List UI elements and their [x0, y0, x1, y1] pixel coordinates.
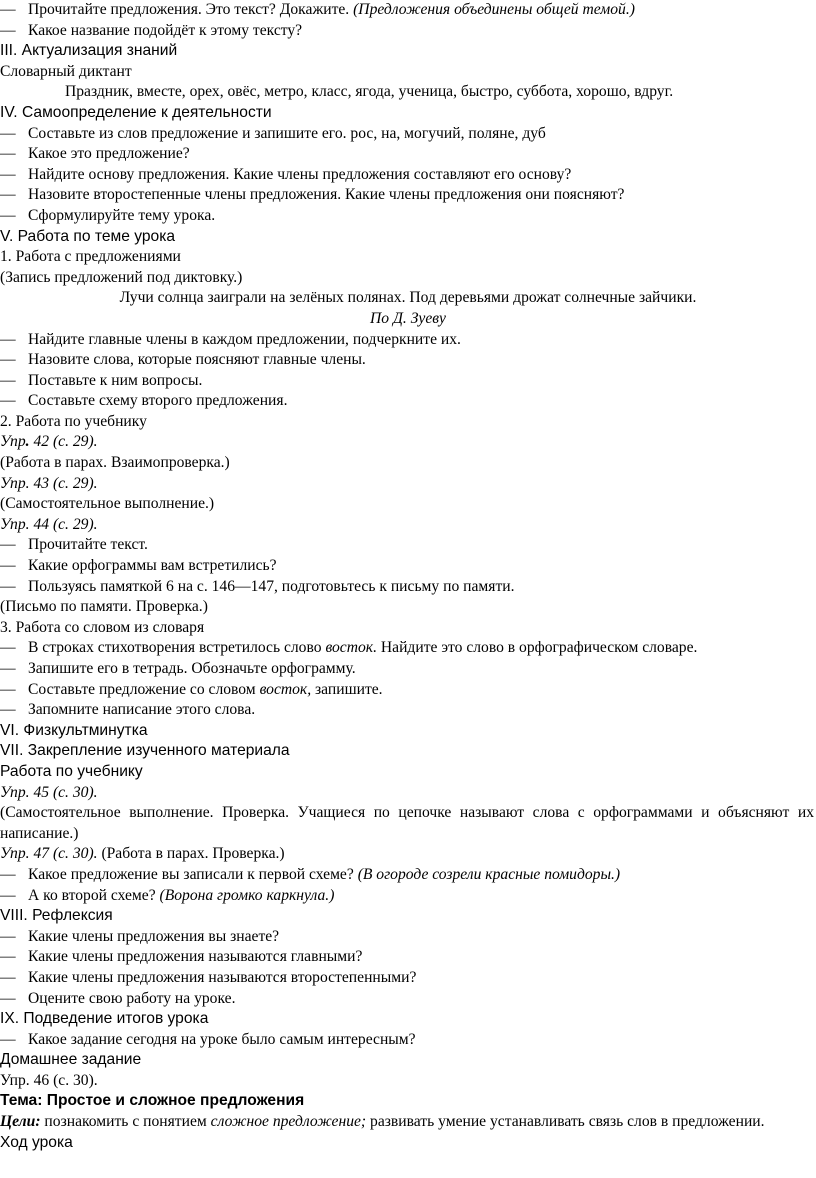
goals-text: развивать умение устанавливать связь слов в предложении.: [366, 1113, 765, 1131]
paragraph: (Самостоятельное выполнение. Проверка. Учащиеся по цепочке называют слова с орфограммами и объясняют их написание.): [0, 804, 814, 842]
section-heading: VIII. Рефлексия: [0, 907, 113, 925]
exercise-ref: Упр. 44 (с. 29).: [0, 515, 98, 533]
subsection-heading: 3. Работа со словом из словаря: [0, 618, 205, 636]
section-heading: Ход урока: [0, 1133, 73, 1151]
section-heading: V. Работа по теме урока: [0, 227, 176, 245]
task-text: запишите.: [311, 680, 383, 698]
task-line: [0, 638, 816, 659]
keyword: восток.: [325, 639, 377, 657]
section-heading: Домашнее задание: [0, 1051, 142, 1069]
paragraph: (Письмо по памяти. Проверка.): [0, 598, 208, 616]
exercise-ref-part: .: [25, 433, 30, 451]
section-heading: VI. Физкультминутка: [0, 721, 148, 739]
section-heading: Работа по учебнику: [0, 762, 143, 780]
subsection-heading: 2. Работа по учебнику: [0, 412, 147, 430]
section-heading: III. Актуализация знаний: [0, 42, 178, 60]
task-line: — Составьте из слов предложение и запишите его. рос, на, могучий, поляне, дуб: [0, 124, 816, 145]
task-line: — Назовите слова, которые поясняют главные члены.: [0, 350, 816, 371]
task-line: — Запишите его в тетрадь. Обозначьте орфограмму.: [0, 659, 816, 680]
task-line: — Какое это предложение?: [0, 144, 816, 165]
task-text: А ко второй схеме?: [28, 886, 160, 904]
paragraph: Упр. 46 (с. 30).: [0, 1071, 98, 1089]
task-line: — Найдите основу предложения. Какие члены предложения составляют его основу?: [0, 165, 816, 186]
answer-text: (Предложения объединены общей темой.): [353, 1, 635, 18]
paragraph-text: (Работа в парах. Проверка.): [97, 845, 285, 863]
dictation-words: Праздник, вместе, орех, овёс, метро, класс, ягода, ученица, быстро, суббота, хорошо, вдруг.: [65, 83, 674, 101]
lesson-topic: Тема: Простое и сложное предложения: [0, 1092, 305, 1110]
task-text: Какое предложение вы записали к первой схеме?: [28, 865, 358, 883]
subsection-heading: 1. Работа с предложениями: [0, 248, 181, 266]
task-line: — Запомните написание этого слова.: [0, 700, 816, 721]
task-line: [0, 680, 816, 701]
task-line: — Какие члены предложения называются второстепенными?: [0, 968, 816, 989]
lesson-goals: [0, 1112, 816, 1133]
paragraph: (Самостоятельное выполнение.): [0, 495, 215, 513]
exercise-line: [0, 844, 816, 865]
task-line: — Прочитайте текст.: [0, 535, 816, 556]
task-line: — Оцените свою работу на уроке.: [0, 989, 816, 1010]
exercise-ref: [0, 432, 816, 453]
task-line: — Назовите второстепенные члены предложения. Какие члены предложения они поясняют?: [0, 185, 816, 206]
task-text: В строках стихотворения встретилось слово: [28, 639, 326, 657]
task-line: [0, 0, 816, 21]
task-line: — Какие члены предложения называются главными?: [0, 947, 816, 968]
quote-author: По Д. Зуеву: [370, 309, 446, 327]
dictation-text: Лучи солнца заиграли на зелёных полянах. Под деревьями дрожат солнечные зайчики.: [119, 289, 697, 307]
task-text: Прочитайте предложения. Это текст? Докажите.: [28, 1, 350, 18]
task-line: — Пользуясь памяткой 6 на с. 146—147, подготовьтесь к письму по памяти.: [0, 577, 816, 598]
task-line: — Поставьте к ним вопросы.: [0, 371, 816, 392]
task-line: — Какие члены предложения вы знаете?: [0, 927, 816, 948]
paragraph: (Запись предложений под диктовку.): [0, 268, 243, 286]
goals-text: познакомить с понятием: [40, 1113, 211, 1131]
task-line: — Какие орфограммы вам встретились?: [0, 556, 816, 577]
exercise-ref-part: Упр: [0, 433, 26, 451]
goals-label: Цели:: [0, 1113, 41, 1131]
task-line: — Какое задание сегодня на уроке было самым интересным?: [0, 1030, 816, 1051]
section-heading: VII. Закрепление изученного материала: [0, 742, 290, 760]
task-line: [0, 865, 816, 886]
task-line: — Сформулируйте тему урока.: [0, 206, 816, 227]
section-heading: IX. Подведение итогов урока: [0, 1010, 209, 1028]
keyword: восток,: [259, 680, 312, 698]
exercise-ref: Упр. 47 (с. 30).: [0, 845, 98, 863]
exercise-ref: Упр. 43 (с. 29).: [0, 474, 98, 492]
paragraph: (Работа в парах. Взаимопроверка.): [0, 454, 230, 472]
task-line: — Найдите главные члены в каждом предложении, подчеркните их.: [0, 330, 816, 351]
task-text: Найдите это слово в орфографическом словаре.: [376, 639, 698, 657]
task-line: — Составьте схему второго предложения.: [0, 391, 816, 412]
task-line: [0, 886, 816, 907]
goals-term: сложное предложение;: [210, 1113, 367, 1131]
paragraph: Словарный диктант: [0, 62, 132, 80]
task-text: Составьте предложение со словом: [28, 680, 260, 698]
answer-text: (В огороде созрели красные помидоры.): [357, 865, 621, 883]
answer-text: (Ворона громко каркнула.): [159, 886, 335, 904]
section-heading: IV. Самоопределение к деятельности: [0, 103, 272, 121]
exercise-ref: Упр. 45 (с. 30).: [0, 783, 98, 801]
exercise-ref-part: 42 (с. 29).: [29, 433, 98, 451]
task-line: — Какое название подойдёт к этому тексту?: [0, 21, 816, 42]
